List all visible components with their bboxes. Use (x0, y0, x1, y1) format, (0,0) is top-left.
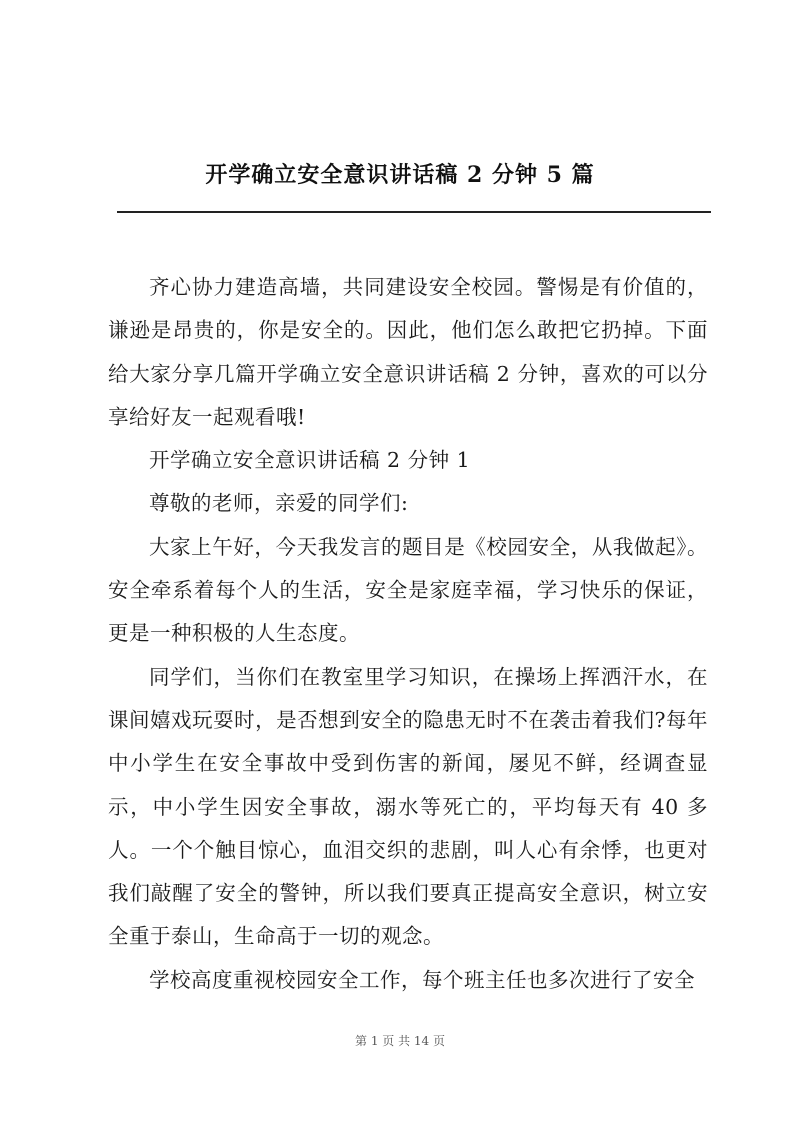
body-paragraph: 大家上午好，今天我发言的题目是《校园安全，从我做起》。安全牵系着每个人的生活，安全是家庭幸福，学习快乐的保证，更是一种积极的人生态度。 (108, 534, 708, 646)
title-divider (117, 211, 711, 213)
body-paragraph: 学校高度重视校园安全工作，每个班主任也多次进行了安全 (149, 967, 695, 992)
document-body (108, 266, 708, 1002)
body-paragraph: 同学们，当你们在教室里学习知识，在操场上挥洒汗水，在课间嬉戏玩耍时，是否想到安全的隐患无时不在袭击着我们?每年中小学生在安全事故中受到伤害的新闻，屡见不鲜，经调查显示，中小学生因安全事故，溺水等死亡的，平均每天有 40 多人。一个个触目惊心，血泪交织的悲剧，叫人心有余悸，也更对我们敲醒了安全的警钟，所以我们要真正提高安全意识，树立安全重于泰山，生命高于一切的观念。 (108, 664, 708, 949)
intro-paragraph: 齐心协力建造高墙，共同建设安全校园。警惕是有价值的，谦逊是昂贵的，你是安全的。因此，他们怎么敢把它扔掉。下面给大家分享几篇开学确立安全意识讲话稿 2 分钟，喜欢的可以分享给好友一起观看哦! (108, 275, 708, 429)
document-title: 开学确立安全意识讲话稿 2 分钟 5 篇 (205, 162, 595, 188)
section-heading: 开学确立安全意识讲话稿 2 分钟 1 (149, 448, 471, 473)
page-footer: 第 1 页 共 14 页 (355, 1034, 445, 1048)
salutation: 尊敬的老师，亲爱的同学们: (149, 491, 409, 516)
